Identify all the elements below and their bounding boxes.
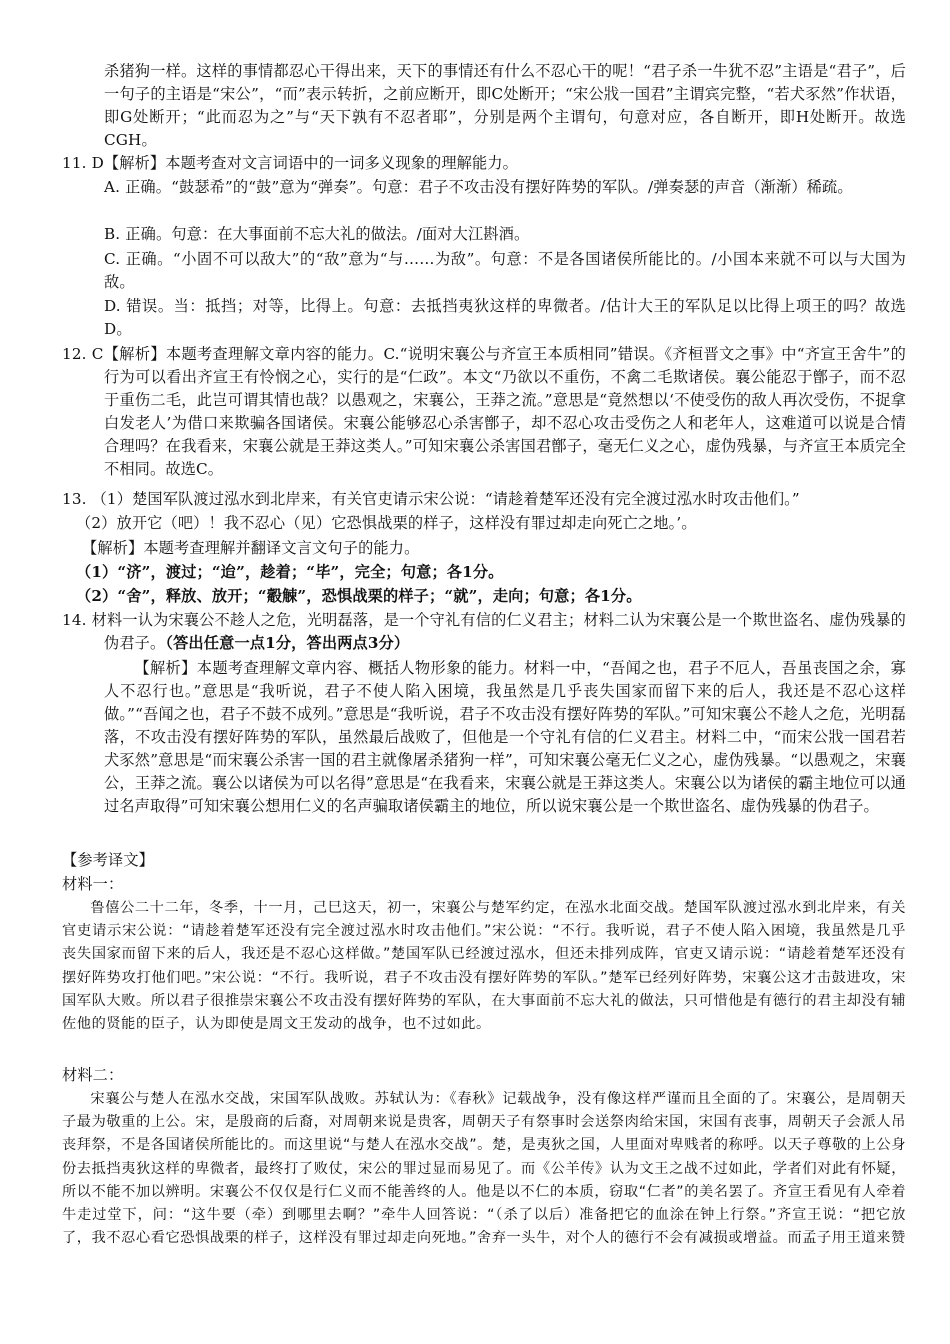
- q11-option-a: A. 正确。“鼓瑟希”的“鼓”意为“弹奏”。句意：君子不攻击没有摆好阵势的军队。/弹奏瑟的声音（渐渐）稀疏。: [104, 178, 853, 196]
- material-2-label: 材料二：: [62, 1066, 124, 1084]
- q13-answer-2: （2）放开它（吧）！我不忍心（见）它恐惧战栗的样子，这样没有罪过却走向死亡之地。’。: [76, 514, 697, 532]
- q13-answer-1: 13. （1）楚国军队渡过泓水到北岸来，有关官吏请示宋公说：“请趁着楚军还没有完全渡过泓水时攻击他们。”: [62, 490, 800, 508]
- q11-option-b: B. 正确。句意：在大事面前不忘大礼的做法。/面对大江斟酒。: [104, 225, 530, 243]
- q11-option-d: D. 错误。当：抵挡；对等，比得上。句意：去抵挡夷狄这样的卑微者。/估计大王的军队足以比得上项王的吗？故选D。: [104, 297, 906, 338]
- q14-scoring: （答出任意一点1分，答出两点3分）: [165, 634, 410, 652]
- material-1-translation: 鲁僖公二十二年，冬季，十一月，己巳这天，初一，宋襄公与楚军约定，在泓水北面交战。楚国军队渡过泓水到北岸来，有关官吏请示宋公说：“请趁着楚军还没有完全渡过泓水时攻击他们。”宋公说：“不行。我听说，君子不使人陷入困境，我虽然是几乎丧失国家而留下来的后人，我还是不忍心这样做。”楚国军队已经渡过泓水，但还未排列成阵，官吏又请示说：“请趁着楚军还没有摆好阵势攻打他们吧。”宋公说：“不行。我听说，君子不攻击没有摆好阵势的军队。”楚军已经列好阵势，宋襄公这才击鼓进攻，宋国军队大败。所以君子很推崇宋襄公不攻击没有摆好阵势的军队，在大事面前不忘大礼的做法，只可惜他是有德行的君主却没有辅佐他的贤能的臣子，认为即使是周文王发动的战争，也不过如此。: [62, 900, 906, 1033]
- q14-answer: [62, 609, 906, 655]
- q12-analysis: 12. C【解析】本题考查理解文章内容的能力。C.“说明宋襄公与齐宣王本质相同”错误。《齐桓晋文之事》中“齐宣王舍牛”的行为可以看出齐宣王有怜悯之心，实行的是“仁政”。本文“乃欲以不重伤，不禽二毛欺诸侯。襄公能忍于鄫子，而不忍于重伤二毛，此岂可谓其情也哉？以愚观之，宋襄公，王莽之流。”意思是“竟然想以‘不使受伤的敌人再次受伤，不捉拿白发老人’为借口来欺骗各国诸侯。宋襄公能够忍心杀害鄫子，却不忍心攻击受伤之人和老年人，这难道可以说是合情合理吗？在我看来，宋襄公就是王莽这类人。”可知宋襄公杀害国君鄫子，毫无仁义之心，虚伪残暴，与齐宣王本质完全不相同。故选C。: [62, 345, 906, 478]
- reference-translation-header: 【参考译文】: [62, 851, 155, 869]
- q10-analysis-tail: 杀猪狗一样。这样的事情都忍心干得出来，天下的事情还有什么不忍心干的呢！“君子杀一牛犹不忍”主语是“君子”，后一句子的主语是“宋公”，“而”表示转折，之前应断开，即C处断开；“宋公戕一国君”主谓宾完整，“若犬豕然”作状语，即G处断开；“此而忍为之”与“天下孰有不忍者耶”，分别是两个主谓句，句意对应，各自断开，即H处断开。故选CGH。: [104, 62, 906, 149]
- q13-scoring-1: （1）“济”，渡过；“迨”，趁着；“毕”，完全；句意；各1分。: [76, 563, 504, 581]
- q13-scoring-2: （2）“舍”，释放、放开；“觳觫”，恐惧战栗的样子；“就”，走向；句意；各1分。: [76, 587, 642, 605]
- q11-head: 11. D【解析】本题考查对文言词语中的一词多义现象的理解能力。: [62, 154, 519, 172]
- material-2-translation: 宋襄公与楚人在泓水交战，宋国军队战败。苏轼认为：《春秋》记载战争，没有像这样严谨而且全面的了。宋襄公，是周朝天子最为敬重的上公。宋，是殷商的后裔，对周朝来说是贵客，周朝天子有祭事时会送祭肉给宋国，宋国有丧事，周朝天子会派人吊丧拜祭，不是各国诸侯所能比的。而这里说“与楚人在泓水交战”。楚，是夷狄之国，人里面对卑贱者的称呼。以天子尊敬的上公身份去抵挡夷狄这样的卑微者，最终打了败仗，宋公的罪过显而易见了。而《公羊传》认为文王之战不过如此，学者们对此有怀疑，所以不能不加以辨明。宋襄公不仅仅是行仁义而不能善终的人。他是以不仁的本质，窃取“仁者”的美名罢了。齐宣王看见有人牵着牛走过堂下，问：“这牛要（牵）到哪里去啊？”牵牛人回答说：“（杀了以后）准备把它的血涂在钟上行祭。”齐宣王说：“把它放了，我不忍心看它恐惧战栗的样子，这样没有罪过却走向死地。”舍弃一头牛，对个人的德行不会有减损或增益。而孟子用王道来赞: [62, 1091, 907, 1247]
- q11-option-c: C. 正确。“小固不可以敌大”的“敌”意为“与……为敌”。句意：不是各国诸侯所能比的。/小国本来就不可以与大国为敌。: [104, 250, 906, 291]
- q14-analysis: 【解析】本题考查理解文章内容、概括人物形象的能力。材料一中，“吾闻之也，君子不厄人，吾虽丧国之余，寡人不忍行也。”意思是“我听说，君子不使人陷入困境，我虽然是几乎丧失国家而留下来的后人，我还是不忍心这样做。”“吾闻之也，君子不鼓不成列。”意思是“我听说，君子不攻击没有摆好阵势的军队。”可知宋襄公不趁人之危，光明磊落，不攻击没有摆好阵势的军队，虽然最后战败了，但他是一个守礼有信的仁义君主。材料二中，“而宋公戕一国君若犬豕然”意思是“而宋襄公杀害一国的君主就像屠杀猪狗一样”，可知宋襄公毫无仁义之心，虚伪残暴。“以愚观之，宋襄公，王莽之流。襄公以诸侯为可以名得”意思是“在我看来，宋襄公就是王莽这类人。宋襄公以为诸侯的霸主地位可以通过名声取得”可知宋襄公想用仁义的名声骗取诸侯霸主的地位，所以说宋襄公是一个欺世盗名、虚伪残暴的伪君子。: [104, 659, 906, 815]
- q14-answer-text: 14. 材料一认为宋襄公不趁人之危，光明磊落，是一个守礼有信的仁义君主；材料二认为宋襄公是一个欺世盗名、虚伪残暴的伪君子。: [62, 611, 906, 652]
- material-1-label: 材料一：: [62, 875, 124, 893]
- q13-analysis: 【解析】本题考查理解并翻译文言文句子的能力。: [82, 539, 420, 557]
